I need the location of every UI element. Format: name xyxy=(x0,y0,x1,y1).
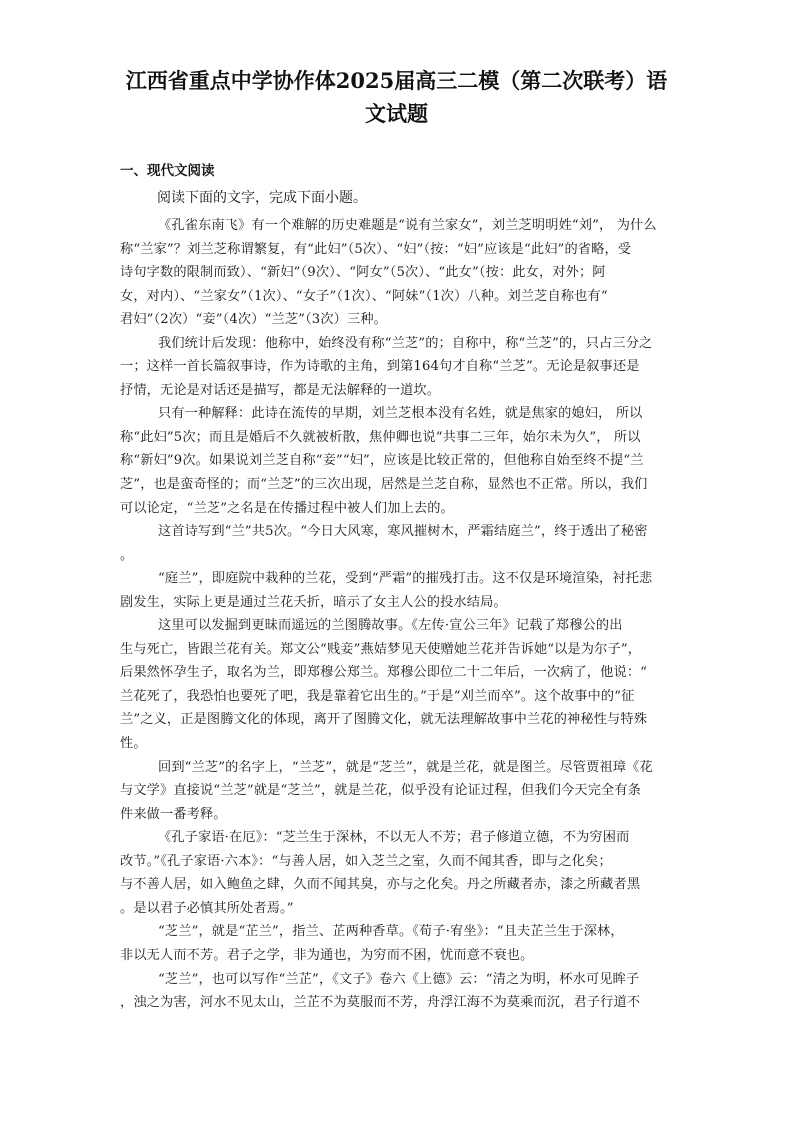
text-line: 。 xyxy=(120,547,134,563)
text-line: 这首诗写到“兰”共5次。“今日大风寒，寒风摧树木，严霜结庭兰”，终于透出了秘密 xyxy=(158,524,648,540)
text-line: 后果然怀孕生子，取名为兰，即郑穆公郑兰。郑穆公即位二十二年后，一次病了，他说：“ xyxy=(120,665,648,681)
section-heading: 一、现代文阅读 xyxy=(120,163,215,179)
text-line: 剧发生，实际上更是通过兰花夭折，暗示了女主人公的投水结局。 xyxy=(120,594,507,610)
text-line: 与文学》直接说“兰芝”就是“芝兰”，就是兰花，似乎没有论证过程，但我们今天完全有条 xyxy=(120,783,642,799)
text-line: 性。 xyxy=(120,736,147,752)
text-line: ，浊之为害，河水不见太山，兰芷不为莫服而不芳，舟浮江海不为莫乘而沉，君子行道不 xyxy=(120,995,641,1011)
passage-body xyxy=(120,214,676,1015)
text-line: 。是以君子必慎其所处者焉。” xyxy=(120,900,294,916)
text-line: 女，对内）、“兰家女”（1次）、“女子”（1次）、“阿妹”（1次）八种。刘兰芝自称也有“ xyxy=(120,288,608,304)
text-line: 我们统计后发现：他称中，始终没有称“兰芝”的；自称中，称“兰芝”的，只占三分之 xyxy=(158,335,653,351)
text-line: 非以无人而不芳。君子之学，非为通也，为穷而不困，忧而意不衰也。 xyxy=(120,947,534,963)
title-line-1: 江西省重点中学协作体2025届高三二模（第二次联考）语 xyxy=(125,68,668,93)
text-line: 称“此妇”5次；而且是婚后不久就被析散，焦仲卿也说“共事二三年，始尔未为久”， 所以 xyxy=(120,429,641,445)
text-line: “庭兰”，即庭院中栽种的兰花，受到“严霜”的摧残打击。这不仅是环境渲染，衬托悲 xyxy=(158,571,653,587)
text-line: 称“新妇”9次。如果说刘兰芝自称“妾”“妇”，应该是比较正常的，但他称自始至终不提“兰 xyxy=(120,453,644,469)
text-line: 芝”，也是蛮奇怪的；而“兰芝”的三次出现，居然是兰芝自称，显然也不正常。所以，我们 xyxy=(120,477,648,493)
text-line: 称“兰家”？刘兰芝称谓繁复，有“此妇”（5次）、“妇”（按：“妇”应该是“此妇”的省略，受 xyxy=(120,241,632,257)
text-line: 君妇”（2次）“妾”（4次）“兰芝”（3次）三种。 xyxy=(120,312,388,328)
text-line: 只有一种解释：此诗在流传的早期，刘兰芝根本没有名姓，就是焦家的媳妇， 所以 xyxy=(158,406,643,422)
text-line: 改节。”《孔子家语·六本》：“与善人居，如入芝兰之室，久而不闻其香，即与之化矣； xyxy=(120,853,612,869)
text-line: 这里可以发掘到更昧而遥远的兰图腾故事。《左传·宣公三年》记载了郑穆公的出 xyxy=(158,618,623,634)
text-line: 《孔雀东南飞》有一个难解的历史难题是“说有兰家女”，刘兰芝明明姓“刘”， 为什么 xyxy=(158,218,657,233)
title-line-2: 文试题 xyxy=(365,101,428,126)
text-line: 抒情，无论是对话还是描写，都是无法解释的一道坎。 xyxy=(120,382,441,398)
text-line: 件来做一番考释。 xyxy=(120,806,227,822)
text-line: “芝兰”，就是“芷兰”，指兰、芷两种香草。《荀子·宥坐》：“且夫芷兰生于深林， xyxy=(158,924,624,940)
text-line: 诗句字数的限制而致）、“新妇”（9次）、“阿女”（5次）、“此女”（按：此女，对外；阿 xyxy=(120,265,606,281)
text-line: 兰”之义，正是图腾文化的体现，离开了图腾文化，就无法理解故事中兰花的神秘性与特殊 xyxy=(120,712,648,728)
text-line: 与不善人居，如入鲍鱼之肆，久而不闻其臭，亦与之化矣。丹之所藏者赤，漆之所藏者黑 xyxy=(120,877,641,893)
text-line: 生与死亡，皆跟兰花有关。郑文公“贱妾”燕姞梦见天使赠她兰花并告诉她“以是为尔子”， xyxy=(120,641,642,657)
text-line: 一；这样一首长篇叙事诗，作为诗歌的主角，到第164句才自称“兰芝”。无论是叙事还是 xyxy=(120,359,640,375)
text-line: 回到“兰芝”的名字上，“兰芝”，就是“芝兰”，就是兰花，就是图兰。尽管贾祖璋《花 xyxy=(158,759,653,775)
text-line: “芝兰”，也可以写作“兰芷”，《文子》卷六《上德》云：“清之为明，杯水可见眸子 xyxy=(158,971,640,987)
text-line: 兰花死了，我恐怕也要死了吧，我是靠着它出生的。”于是“刈兰而卒”。这个故事中的“征 xyxy=(120,688,635,704)
text-line: 可以论定，“兰芝”之名是在传播过程中被人们加上去的。 xyxy=(120,500,454,516)
document-title xyxy=(100,64,693,130)
text-line: 《孔子家语·在厄》：“芝兰生于深林，不以无人不芳；君子修道立德，不为穷困而 xyxy=(158,830,630,846)
reading-instruction: 阅读下面的文字，完成下面小题。 xyxy=(157,190,367,206)
